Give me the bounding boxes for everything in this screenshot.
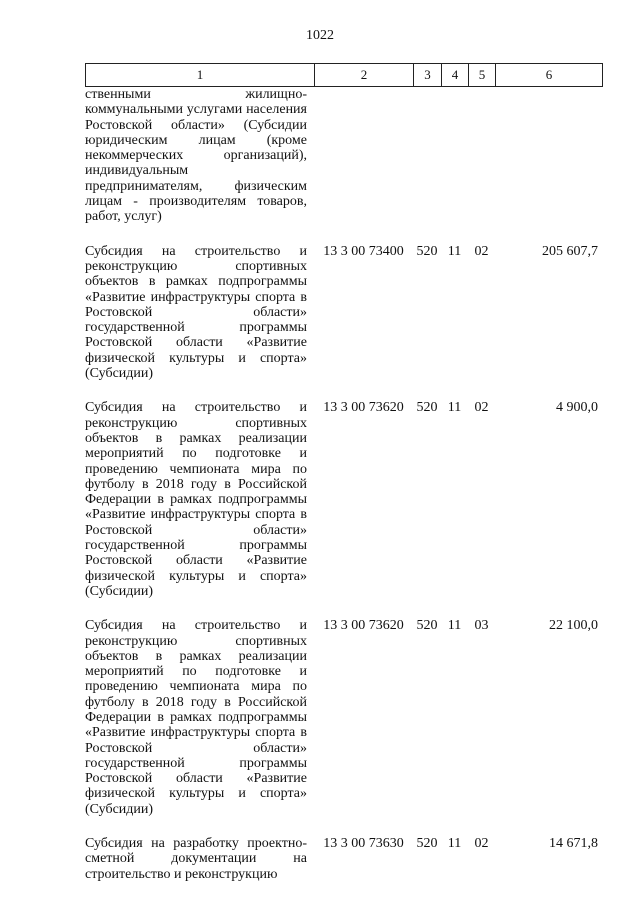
row-target-article: 13 3 00 73630 [323, 836, 404, 852]
row-description: Субсидия на разработку проектно-сметной документации на строительство и реконструкцию [85, 836, 307, 882]
row-target-article: 13 3 00 73400 [323, 243, 404, 259]
row-amount: 14 671,8 [549, 836, 598, 852]
table-row [85, 244, 602, 382]
row-expense-type [413, 87, 441, 225]
row-section [441, 87, 468, 225]
table-body [85, 87, 602, 901]
row-subsection [468, 87, 495, 225]
row-amount: 22 100,0 [549, 618, 598, 634]
header-col-3: 3 [414, 64, 442, 86]
row-expense-type: 520 [416, 400, 438, 416]
row-description: Субсидия на строительство и реконструкцию спортивных объектов в рамках реализации мероприятий по подготовке и проведению чемпионата мира по футболу в 2018 году в Российской Федерации в рамках подпрограммы «Развитие инфраструктуры спорта в Ростовской области» государственной программы Ростовской области «Развитие физической культуры и спорта» (Субсидии) [85, 400, 307, 599]
table-row [85, 87, 602, 225]
row-target-article [314, 87, 413, 225]
table-row [85, 836, 602, 882]
row-section: 11 [447, 836, 462, 852]
row-target-article: 13 3 00 73620 [323, 618, 404, 634]
row-section: 11 [447, 400, 462, 416]
row-subsection: 02 [474, 400, 489, 416]
row-amount: 205 607,7 [542, 243, 598, 259]
table-row [85, 618, 602, 817]
row-subsection: 02 [474, 243, 489, 259]
row-subsection: 03 [474, 618, 489, 634]
row-expense-type: 520 [416, 243, 438, 259]
table-row [85, 400, 602, 599]
row-expense-type: 520 [416, 836, 438, 852]
row-subsection: 02 [474, 836, 489, 852]
row-description: Субсидия на строительство и реконструкцию спортивных объектов в рамках реализации мероприятий по подготовке и проведению чемпионата мира по футболу в 2018 году в Российской Федерации в рамках подпрограммы «Развитие инфраструктуры спорта в Ростовской области» государственной программы Ростовской области «Развитие физической культуры и спорта» (Субсидии) [85, 618, 307, 817]
header-col-5: 5 [469, 64, 496, 86]
row-section: 11 [447, 243, 462, 259]
row-expense-type: 520 [416, 618, 438, 634]
header-col-6: 6 [496, 64, 603, 86]
header-col-4: 4 [442, 64, 469, 86]
row-description: ственными жилищно-коммунальными услугами населения Ростовской области» (Субсидии юридическим лицам (кроме некоммерческих организаций), индивидуальным предпринимателям, физическим лицам - производителям товаров, работ, услуг) [85, 87, 307, 225]
row-amount [495, 87, 602, 225]
row-target-article: 13 3 00 73620 [323, 400, 404, 416]
header-col-2: 2 [315, 64, 414, 86]
row-description: Субсидия на строительство и реконструкцию спортивных объектов в рамках подпрограммы «Развитие инфраструктуры спорта в Ростовской области» государственной программы Ростовской области «Развитие физической культуры и спорта» (Субсидии) [85, 243, 307, 382]
header-col-1: 1 [86, 64, 315, 86]
row-amount: 4 900,0 [556, 400, 598, 416]
table-header [85, 63, 603, 87]
row-section: 11 [447, 618, 462, 634]
page-number: 1022 [306, 28, 334, 43]
